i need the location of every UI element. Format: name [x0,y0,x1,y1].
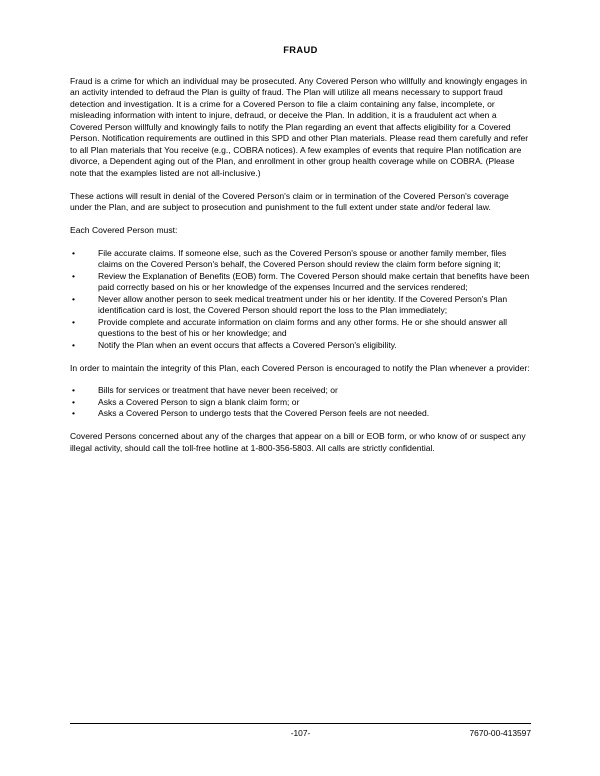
paragraph-integrity-lead-in: In order to maintain the integrity of this Plan, each Covered Person is encouraged to notify the Plan whenever a provider: [70,362,530,373]
list-item [70,294,531,317]
bullet-icon: • [72,339,75,350]
page-content [70,44,531,466]
list-item-text: Provide complete and accurate information on claim forms and any other forms. He or she should answer all questions to the best of his or her knowledge; and [98,316,508,339]
paragraph-duties-lead-in: Each Covered Person must: [70,224,178,235]
list-item-text: File accurate claims. If someone else, such as the Covered Person's spouse or another family member, files claims on the Covered Person's behalf, the Covered Person should review the claim form before signing it; [98,247,507,270]
footer-row [70,727,531,741]
list-item [70,248,531,271]
page-title: FRAUD [283,45,318,55]
list-item-text: Never allow another person to seek medical treatment under his or her identity. If the Covered Person's Plan identification card is lost, the Covered Person should report the loss to the Plan immediately; [98,293,508,316]
list-item [70,397,531,408]
bullet-icon: • [72,316,75,327]
bullet-icon: • [72,270,75,281]
page-footer [70,723,531,741]
list-item [70,340,531,351]
bullet-icon: • [72,247,75,258]
bullet-icon: • [72,385,75,396]
footer-divider [70,723,531,724]
list-item-text: Bills for services or treatment that have never been received; or [98,385,338,396]
paragraph-hotline: Covered Persons concerned about any of the charges that appear on a bill or EOB form, or who know of or suspect any illegal activity, should call the toll-free hotline at 1-800-356-5803. All calls are strictly confidential. [70,431,526,453]
list-item-text: Review the Explanation of Benefits (EOB) form. The Covered Person should make certain that benefits have been paid correctly based on his or her knowledge of the expenses Incurred and the services rendered; [98,270,530,293]
footer-page-number: -107- [290,728,311,738]
provider-bullet-list [70,385,531,419]
list-item [70,408,531,419]
duties-bullet-list [70,248,531,351]
list-item-text: Asks a Covered Person to sign a blank claim form; or [98,396,300,407]
list-item-text: Asks a Covered Person to undergo tests that the Covered Person feels are not needed. [98,408,430,419]
list-item [70,385,531,396]
bullet-icon: • [72,396,75,407]
list-item-text: Notify the Plan when an event occurs that affects a Covered Person's eligibility. [98,339,397,350]
footer-document-code: 7670-00-413597 [469,728,531,738]
paragraph-consequences: These actions will result in denial of the Covered Person's claim or in termination of the Covered Person's coverage under the Plan, and are subject to prosecution and punishment to the full extent under state and/or federal law. [70,190,509,213]
paragraph-intro: Fraud is a crime for which an individual may be prosecuted. Any Covered Person who willfully and knowingly engages in an activity intended to defraud the Plan is guilty of fraud. The Plan will utilize all means necessary to support fraud detection and investigation. It is a crime for a Covered Person to file a claim containing any false, incomplete, or misleading information with intent to injure, defraud, or deceive the Plan. In addition, it is a fraudulent act when a Covered Person willfully and knowingly fails to notify the Plan regarding an event that affects eligibility for a Covered Person. Notification requirements are outlined in this SPD and other Plan materials. Please read them carefully and refer to all Plan materials that You receive (e.g., COBRA notices). A few examples of events that require Plan notification are divorce, a Dependent aging out of the Plan, and enrollment in other group health coverage while on COBRA. (Please note that the examples listed are not all-inclusive.) [70,76,529,178]
list-item [70,271,531,294]
list-item [70,317,531,340]
bullet-icon: • [72,408,75,419]
bullet-icon: • [72,293,75,304]
